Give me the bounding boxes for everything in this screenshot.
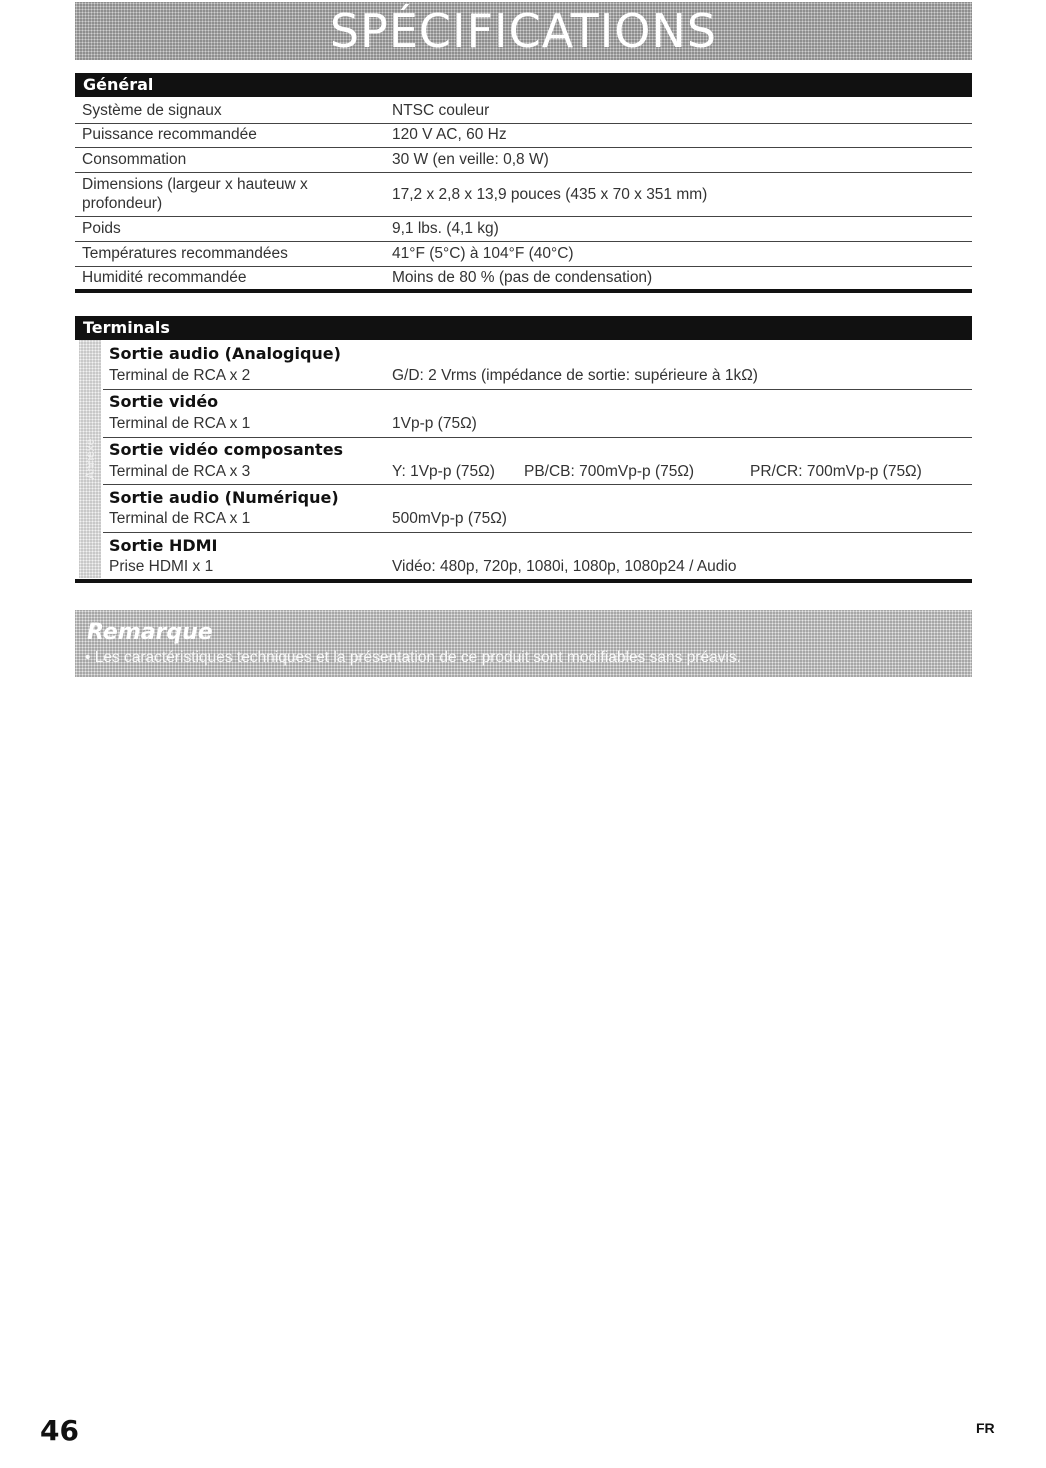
annexe-side-tab (79, 340, 101, 578)
spec-row (75, 242, 972, 267)
terminal-value: Y: 1Vp-p (75Ω) (392, 463, 495, 480)
terminal-heading: Sortie audio (Numérique) (109, 488, 339, 507)
terminal-row (103, 557, 972, 578)
page-title: SPÉCIFICATIONS (329, 4, 718, 58)
language-label: FR (976, 1420, 995, 1436)
spec-row (75, 173, 972, 217)
terminal-heading: Sortie vidéo (109, 392, 219, 411)
terminal-value-pb: PB/CB: 700mVp-p (75Ω) (524, 463, 695, 480)
section-divider (75, 579, 972, 583)
terminal-row (103, 414, 972, 438)
spec-value: 17,2 x 2,8 x 13,9 pouces (435 x 70 x 351 mm) (392, 186, 708, 203)
general-header-label: Général (83, 75, 154, 94)
terminal-row (103, 462, 972, 485)
spec-value: Moins de 80 % (pas de condensation) (392, 269, 653, 286)
spec-label: Poids (82, 220, 121, 237)
terminal-label: Terminal de RCA x 3 (109, 463, 251, 480)
terminal-value: 1Vp-p (75Ω) (392, 415, 477, 432)
title-banner (75, 2, 972, 60)
spec-row (75, 100, 972, 124)
spec-label: Consommation (82, 151, 187, 168)
terminals-section-header (75, 316, 972, 340)
side-tab-label: Annexe (83, 438, 97, 480)
page-number: 46 (40, 1414, 79, 1447)
general-section-header (75, 73, 972, 97)
terminals-header-label: Terminals (83, 318, 170, 337)
spec-value: 30 W (en veille: 0,8 W) (392, 151, 549, 168)
spec-label: Températures recommandées (82, 245, 288, 262)
terminal-heading: Sortie audio (Analogique) (109, 344, 341, 363)
spec-value: 120 V AC, 60 Hz (392, 126, 507, 143)
terminal-value: Vidéo: 480p, 720p, 1080i, 1080p, 1080p24 / Audio (392, 558, 737, 575)
terminal-heading: Sortie vidéo composantes (109, 440, 344, 459)
remark-title: Remarque (87, 620, 213, 645)
spec-row (75, 217, 972, 242)
terminal-label: Terminal de RCA x 2 (109, 367, 251, 384)
spec-row (75, 267, 972, 289)
spec-row (75, 124, 972, 148)
terminal-value: G/D: 2 Vrms (impédance de sortie: supérieure à 1kΩ) (392, 367, 758, 384)
terminal-label: Terminal de RCA x 1 (109, 510, 251, 527)
spec-label: Système de signaux (82, 102, 222, 119)
spec-value: 9,1 lbs. (4,1 kg) (392, 220, 499, 237)
spec-label-continued: profondeur) (82, 195, 163, 212)
spec-label: Humidité recommandée (82, 269, 247, 286)
spec-label: Puissance recommandée (82, 126, 257, 143)
terminal-heading: Sortie HDMI (109, 536, 218, 555)
spec-value: 41°F (5°C) à 104°F (40°C) (392, 245, 574, 262)
terminal-row (103, 366, 972, 390)
spec-value: NTSC couleur (392, 102, 490, 119)
terminal-label: Terminal de RCA x 1 (109, 415, 251, 432)
remark-text: • Les caractéristiques techniques et la présentation de ce produit sont modifiables sans préavis. (85, 649, 741, 666)
spec-row (75, 148, 972, 173)
remark-box (75, 610, 972, 677)
terminal-row (103, 509, 972, 533)
terminal-value-pr: PR/CR: 700mVp-p (75Ω) (750, 463, 922, 480)
section-divider (75, 289, 972, 293)
terminal-value: 500mVp-p (75Ω) (392, 510, 507, 527)
spec-label: Dimensions (largeur x hauteuw x (82, 176, 308, 193)
terminal-label: Prise HDMI x 1 (109, 558, 214, 575)
